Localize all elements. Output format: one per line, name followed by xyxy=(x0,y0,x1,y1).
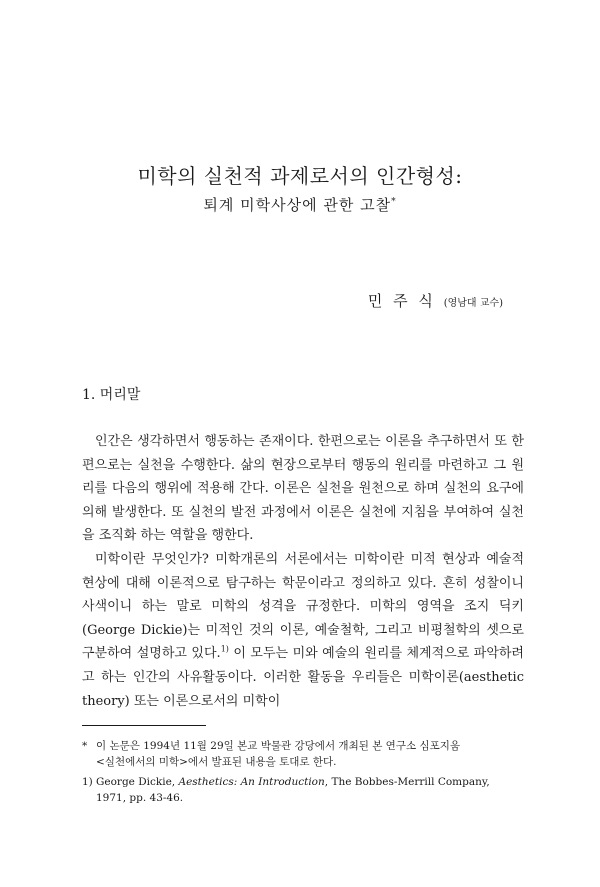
author-affiliation: (영남대 교수) xyxy=(443,298,503,309)
section-heading: 1. 머리말 xyxy=(82,387,141,403)
paper-subtitle xyxy=(0,194,600,215)
author-name: 민 주 식 xyxy=(367,292,436,310)
paragraph-2-part-b: 이 모두는 미와 예술의 원리를 체계적으로 파악하려고 하는 인간의 사유활동이다. 이러한 활동을 우리들은 미학이론(aesthetic theory) 또는 이론으로서의 미학이 xyxy=(82,646,524,709)
footnote-1-book-title: Aesthetics: An Introduction xyxy=(178,776,325,788)
paper-title: 미학의 실천적 과제로서의 인간형성: xyxy=(137,164,463,188)
paragraph-2-part-a: 미학이란 무엇인가? 미학개론의 서론에서는 미학이란 미적 현상과 예술적 현상에 대해 이론적으로 탐구하는 학문이라고 정의하고 있다. 흔히 성찰이니 사색이니 하는 말로 미학의 성격을 규정한다. 미학의 영역을 조지 딕키(George Dickie)는 미적인 것의 이론, 예술철학, 그리고 비평철학의 셋으로 구분하여 설명하고 있다. xyxy=(82,551,524,662)
subtitle-footnote-mark: * xyxy=(391,197,397,207)
paragraph-2 xyxy=(82,548,524,713)
body-text xyxy=(82,430,524,713)
footnote-1 xyxy=(82,774,524,806)
author-line xyxy=(368,290,503,311)
footnote-1-mark: 1) xyxy=(82,776,93,788)
footnote-1-author: George Dickie, xyxy=(96,776,179,788)
footnote-star-line-1: 이 논문은 1994년 11월 29일 본교 박물관 강당에서 개최된 본 연구소 심포지움 xyxy=(96,740,461,752)
footnote-star-mark: * xyxy=(82,740,88,752)
footnote-star xyxy=(82,738,524,770)
footnote-divider xyxy=(82,725,206,726)
footnote-1-line-2: 1971, pp. 43-46. xyxy=(96,792,184,804)
footnote-star-line-2: <실천에서의 미학>에서 발표된 내용을 토대로 한다. xyxy=(96,756,337,768)
footnote-1-publisher: , The Bobbes-Merrill Company, xyxy=(324,776,490,788)
subtitle-text: 퇴계 미학사상에 관한 고찰 xyxy=(203,196,392,214)
paragraph-1: 인간은 생각하면서 행동하는 존재이다. 한편으로는 이론을 추구하면서 또 한편으로는 실천을 수행한다. 삶의 현장으로부터 행동의 원리를 마련하고 그 원리를 다음의 행위에 적용해 간다. 이론은 실천을 원천으로 하며 실천의 요구에 의해 발생한다. 또 실천의 발전 과정에서 이론은 실천에 지침을 부여하여 실천을 조직화 하는 역할을 행한다. xyxy=(82,434,524,544)
footnote-ref-1: 1) xyxy=(220,645,229,655)
